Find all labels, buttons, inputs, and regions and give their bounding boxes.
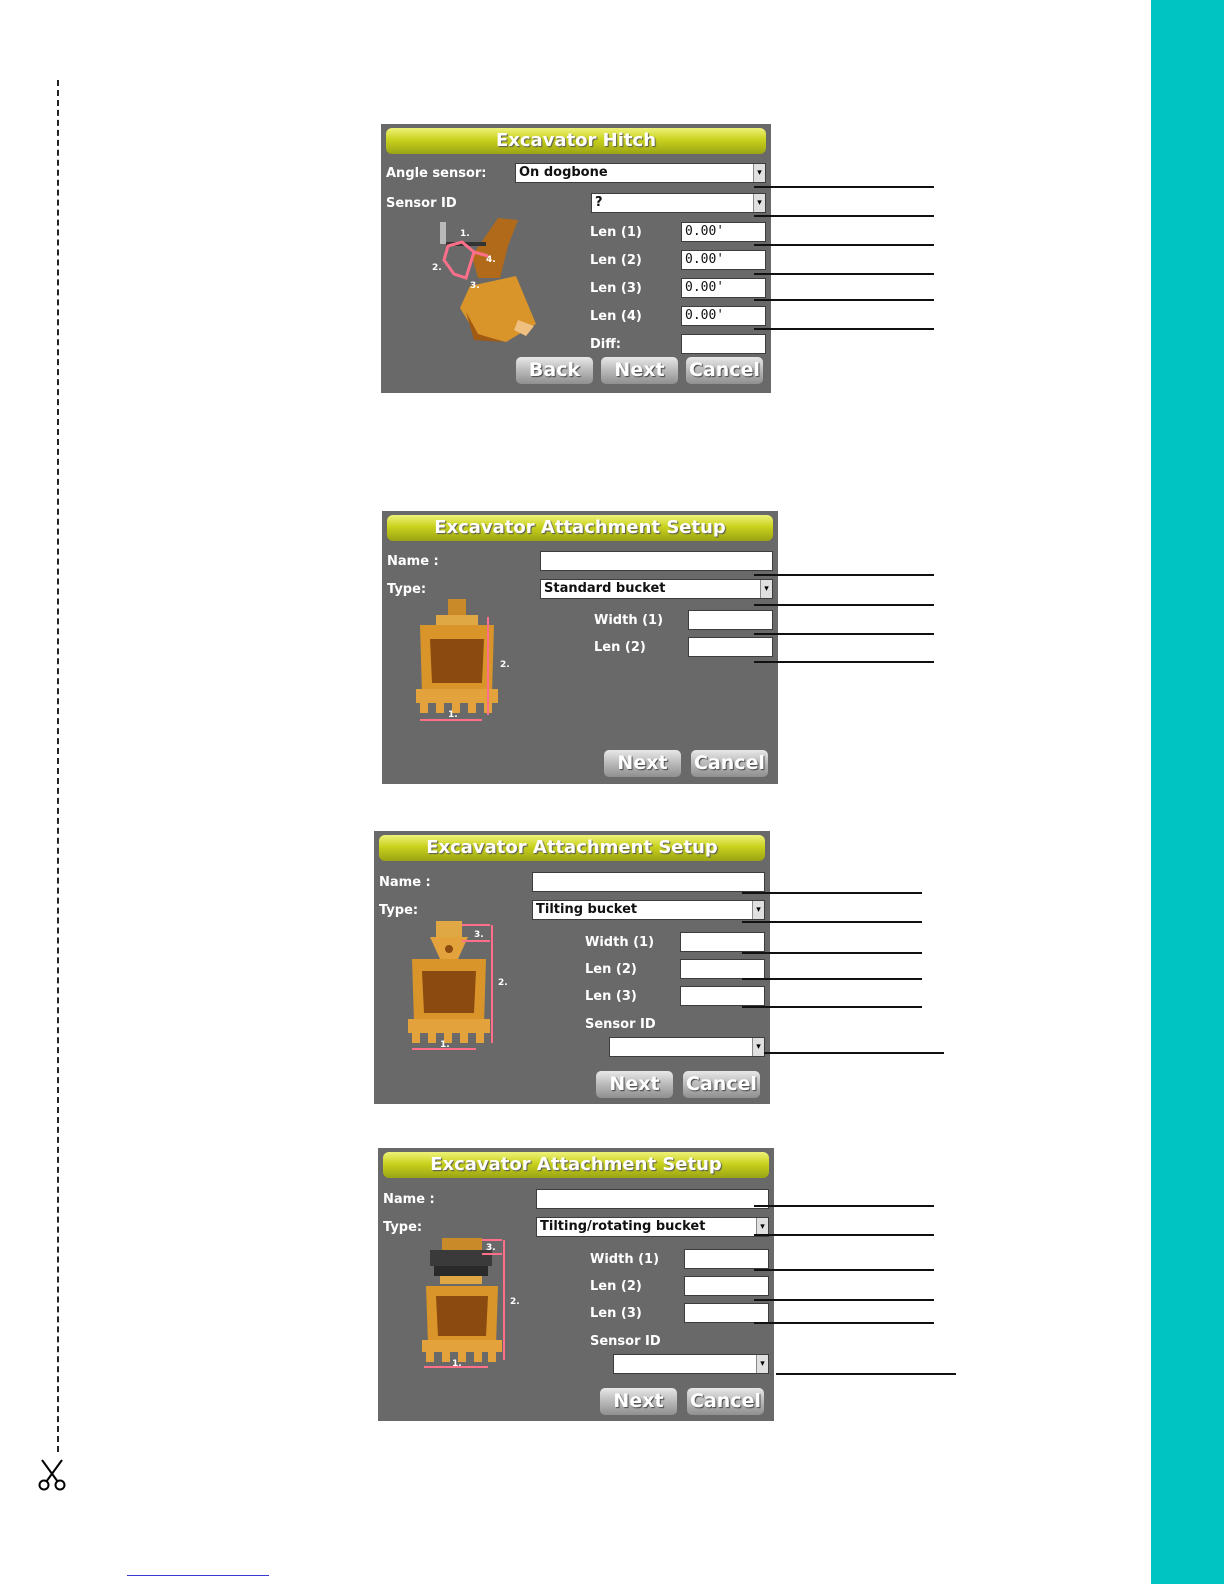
dialog-title: Excavator Attachment Setup	[387, 515, 773, 541]
type-label: Type:	[387, 582, 427, 597]
cancel-button[interactable]: Cancel	[691, 750, 768, 777]
callout-leader	[742, 952, 922, 954]
len1-label: Len (1)	[590, 225, 642, 240]
callout-leader	[742, 921, 922, 923]
len2-field[interactable]	[680, 959, 765, 979]
len3-field[interactable]: 0.00'	[681, 278, 766, 298]
cancel-button[interactable]: Cancel	[683, 1071, 760, 1098]
callout-leader	[754, 273, 934, 275]
tilting-callout-1: 1.	[440, 1040, 450, 1050]
tiltrotator-bucket-diagram-icon	[416, 1236, 526, 1370]
type-value: Tilting/rotating bucket	[540, 1219, 706, 1234]
width1-label: Width (1)	[585, 935, 655, 950]
back-button[interactable]: Back	[516, 357, 593, 384]
type-label: Type:	[383, 1220, 423, 1235]
tilting-callout-3: 3.	[474, 930, 484, 940]
hitch-callout-1: 1.	[460, 229, 470, 239]
attachment-setup-tiltrotator-dialog	[378, 1148, 774, 1421]
angle-sensor-label: Angle sensor:	[386, 166, 487, 181]
callout-leader	[754, 1269, 934, 1271]
callout-leader	[754, 215, 934, 217]
len3-label: Len (3)	[590, 1306, 642, 1321]
diff-field[interactable]	[681, 334, 766, 354]
diff-label: Diff:	[590, 337, 621, 352]
sensor-id-label: Sensor ID	[386, 196, 457, 211]
sensor-id-label: Sensor ID	[590, 1334, 661, 1349]
sensor-id-label: Sensor ID	[585, 1017, 656, 1032]
dropdown-arrow-icon[interactable]: ▾	[752, 1038, 764, 1056]
sensor-id-select[interactable]	[609, 1037, 765, 1057]
side-accent-bar	[1151, 0, 1224, 1584]
name-field[interactable]	[532, 872, 765, 892]
width1-field[interactable]	[680, 932, 765, 952]
len2-label: Len (2)	[585, 962, 637, 977]
len2-field[interactable]: 0.00'	[681, 250, 766, 270]
name-label: Name :	[387, 554, 439, 569]
callout-leader	[742, 1006, 922, 1008]
dropdown-arrow-icon[interactable]: ▾	[756, 1218, 768, 1236]
callout-leader	[754, 299, 934, 301]
callout-leader	[742, 978, 922, 980]
name-label: Name :	[379, 875, 431, 890]
type-select[interactable]	[540, 579, 773, 599]
standard-callout-2: 2.	[500, 660, 510, 670]
dropdown-arrow-icon[interactable]: ▾	[752, 901, 764, 919]
tiltrot-callout-2: 2.	[510, 1297, 520, 1307]
callout-leader	[754, 1205, 934, 1207]
len3-field[interactable]	[680, 986, 765, 1006]
type-label: Type:	[379, 903, 419, 918]
callout-leader	[754, 186, 934, 188]
callout-leader	[754, 633, 934, 635]
width1-field[interactable]	[688, 610, 773, 630]
callout-leader	[754, 244, 934, 246]
sensor-id-select[interactable]	[591, 193, 766, 213]
attachment-setup-standard-dialog	[382, 511, 778, 784]
hitch-callout-4: 4.	[486, 255, 496, 265]
excavator-hitch-dialog	[381, 124, 771, 393]
len2-field[interactable]	[684, 1276, 769, 1296]
hitch-callout-3: 3.	[470, 281, 480, 291]
sensor-id-select[interactable]	[613, 1354, 769, 1374]
name-label: Name :	[383, 1192, 435, 1207]
type-value: Tilting bucket	[536, 902, 638, 917]
len2-label: Len (2)	[590, 1279, 642, 1294]
cancel-button[interactable]: Cancel	[686, 357, 763, 384]
callout-leader	[754, 328, 934, 330]
tilting-bucket-diagram-icon	[404, 919, 514, 1053]
len3-label: Len (3)	[590, 281, 642, 296]
angle-sensor-select[interactable]	[515, 163, 766, 183]
width1-field[interactable]	[684, 1249, 769, 1269]
dialog-title: Excavator Hitch	[386, 128, 766, 154]
callout-leader	[742, 892, 922, 894]
callout-leader	[754, 604, 934, 606]
dropdown-arrow-icon[interactable]: ▾	[753, 164, 765, 182]
attachment-setup-tilting-dialog	[374, 831, 770, 1104]
callout-leader	[754, 1322, 934, 1324]
tiltrot-callout-1: 1.	[452, 1359, 462, 1369]
dropdown-arrow-icon[interactable]: ▾	[753, 194, 765, 212]
next-button[interactable]: Next	[604, 750, 681, 777]
len3-label: Len (3)	[585, 989, 637, 1004]
len2-field[interactable]	[688, 637, 773, 657]
standard-bucket-diagram-icon	[412, 597, 522, 727]
callout-leader	[754, 1234, 934, 1236]
angle-sensor-value: On dogbone	[519, 165, 608, 180]
len4-field[interactable]: 0.00'	[681, 306, 766, 326]
name-field[interactable]	[540, 551, 773, 571]
hitch-callout-2: 2.	[432, 263, 442, 273]
name-field[interactable]	[536, 1189, 769, 1209]
type-value: Standard bucket	[544, 581, 666, 596]
len2-label: Len (2)	[594, 640, 646, 655]
cut-line	[57, 80, 59, 1452]
callout-leader	[754, 661, 934, 663]
tilting-callout-2: 2.	[498, 978, 508, 988]
footnote-rule	[127, 1575, 269, 1576]
callout-leader	[764, 1052, 944, 1054]
dropdown-arrow-icon[interactable]: ▾	[756, 1355, 768, 1373]
len4-label: Len (4)	[590, 309, 642, 324]
type-select[interactable]	[532, 900, 765, 920]
callout-leader	[776, 1373, 956, 1375]
tiltrot-callout-3: 3.	[486, 1243, 496, 1253]
len2-label: Len (2)	[590, 253, 642, 268]
len3-field[interactable]	[684, 1303, 769, 1323]
len1-field[interactable]: 0.00'	[681, 222, 766, 242]
cancel-button[interactable]: Cancel	[687, 1388, 764, 1415]
width1-label: Width (1)	[594, 613, 664, 628]
next-button[interactable]: Next	[601, 357, 678, 384]
hitch-diagram-icon	[426, 216, 546, 348]
type-select[interactable]	[536, 1217, 769, 1237]
callout-leader	[754, 574, 934, 576]
scissors-icon	[36, 1458, 68, 1492]
dialog-title: Excavator Attachment Setup	[379, 835, 765, 861]
next-button[interactable]: Next	[600, 1388, 677, 1415]
sensor-id-value: ?	[595, 195, 603, 210]
width1-label: Width (1)	[590, 1252, 660, 1267]
dropdown-arrow-icon[interactable]: ▾	[760, 580, 772, 598]
next-button[interactable]: Next	[596, 1071, 673, 1098]
callout-leader	[754, 1299, 934, 1301]
dialog-title: Excavator Attachment Setup	[383, 1152, 769, 1178]
standard-callout-1: 1.	[448, 710, 458, 720]
